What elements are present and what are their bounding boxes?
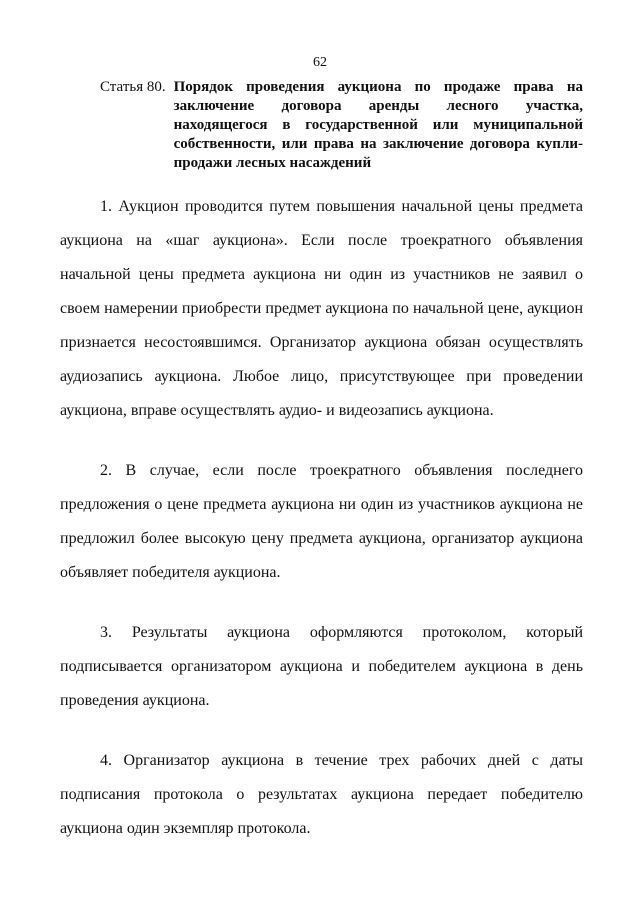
- article-header: [100, 78, 583, 173]
- paragraph-2: 2. В случае, если после троекратного объявления последнего предложения о цене предмета аукциона ни один из участников аукциона не предложил более высокую цену предмета аукциона, организатор аукциона объявляет победителя аукциона.: [60, 462, 583, 581]
- article-body: [60, 190, 583, 872]
- article-title: Порядок проведения аукциона по продаже права на заключение договора аренды лесного участка, находящегося в государственной или муниципальной собственности, или права на заключение договора купли-продажи лесных насаждений: [173, 79, 583, 171]
- paragraph-1: 1. Аукцион проводится путем повышения начальной цены предмета аукциона на «шаг аукциона». Если после троекратного объявления начальной цены предмета аукциона ни один из участников не заявил о своем намерении приобрести предмет аукциона по начальной цене, аукцион признается несостоявшимся. Организатор аукциона обязан осуществлять аудиозапись аукциона. Любое лицо, присутствующее при проведении аукциона, вправе осуществлять аудио- и видеозапись аукциона.: [60, 198, 583, 419]
- paragraph-4: 4. Организатор аукциона в течение трех рабочих дней с даты подписания протокола о результатах аукциона передает победителю аукциона один экземпляр протокола.: [60, 752, 583, 837]
- page-number: 62: [313, 55, 327, 70]
- article-label: Статья 80.: [100, 79, 166, 95]
- paragraph-3: 3. Результаты аукциона оформляются протоколом, который подписывается организатором аукциона и победителем аукциона в день проведения аукциона.: [60, 624, 583, 709]
